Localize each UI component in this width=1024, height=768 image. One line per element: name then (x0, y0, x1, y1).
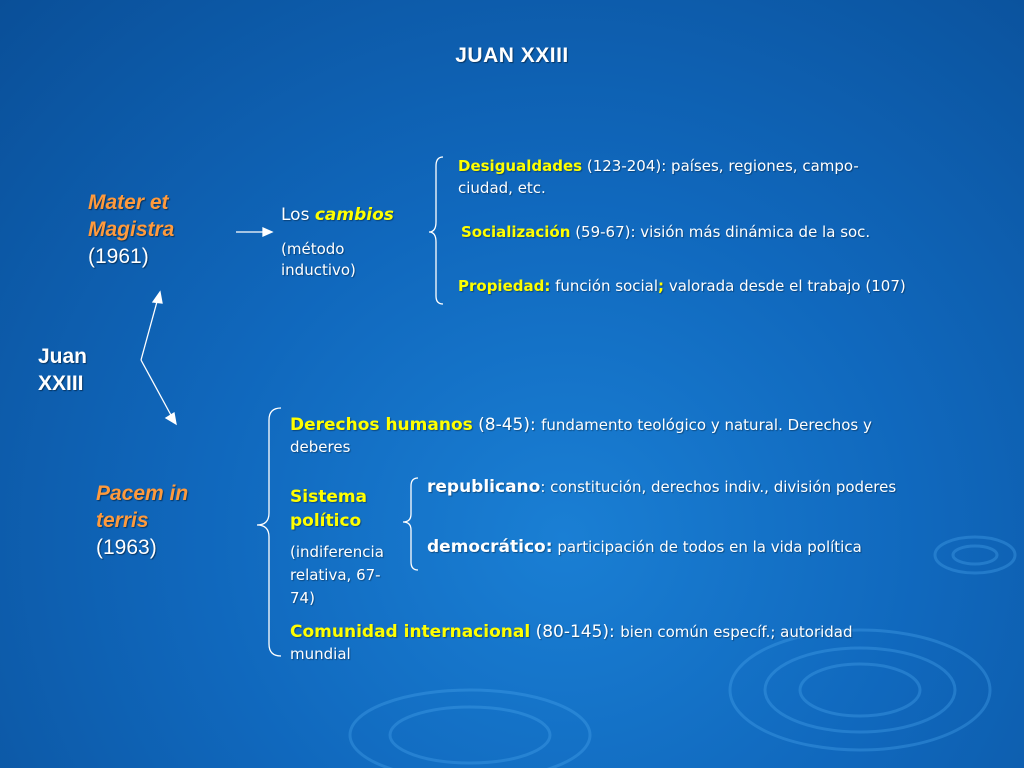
propiedad-key: Propiedad: (458, 277, 551, 295)
mater-node (88, 189, 174, 270)
derechos-ref: (8-45): (472, 415, 542, 435)
brace-mater (429, 157, 443, 304)
pacem-name-line1: Pacem in (96, 482, 189, 505)
arrowhead-up-icon (153, 292, 162, 303)
sistema-republicano (427, 477, 997, 497)
propiedad-rest-a: función social (550, 277, 659, 295)
pacem-item-derechos (290, 414, 980, 458)
mater-name-line2: Magistra (88, 218, 175, 241)
mater-item-desigualdades (458, 155, 978, 199)
sistema-key-line2: político (290, 511, 362, 531)
comunidad-ref: (80-145): (530, 622, 621, 642)
derechos-desc: fundamento teológico y natural. Derechos y (541, 416, 872, 434)
sistema-key-line1: Sistema (290, 487, 368, 507)
root-node (38, 343, 87, 397)
propiedad-rest-b: valorada desde el trabajo (107) (664, 277, 906, 295)
sistema-note (290, 541, 384, 610)
cambios-label (281, 205, 394, 225)
cambios-prefix: Los (281, 205, 315, 225)
socializacion-rest: (59-67): visión más dinámica de la soc. (570, 223, 871, 241)
brace-sistema (403, 478, 418, 570)
derechos-desc-line2: deberes (290, 438, 351, 456)
desigualdades-rest: (123-204): países, regiones, campo- (582, 157, 859, 175)
desigualdades-rest-line2: ciudad, etc. (458, 179, 546, 197)
metodo-note (281, 239, 356, 281)
pacem-name-line2: terris (96, 509, 149, 532)
comunidad-desc: bien común específ.; autoridad (620, 623, 853, 641)
connector-to-mater (141, 298, 158, 360)
arrowhead-right-icon (263, 228, 272, 236)
democratico-rest: participación de todos en la vida política (552, 538, 862, 556)
root-line1: Juan (38, 345, 88, 368)
mater-item-socializacion (461, 223, 981, 241)
metodo-line2: inductivo) (281, 261, 356, 279)
pacem-node (96, 480, 188, 561)
mater-year: (1961) (88, 245, 149, 268)
sistema-politico (290, 485, 367, 533)
sistema-note-line2: relativa, 67- (290, 566, 381, 584)
page-title: JUAN XXIII (455, 44, 569, 67)
pacem-item-comunidad (290, 621, 980, 665)
mater-item-propiedad (458, 277, 998, 295)
comunidad-key: Comunidad internacional (290, 622, 531, 642)
republicano-rest: : constitución, derechos indiv., división poderes (540, 478, 897, 496)
desigualdades-key: Desigualdades (458, 157, 583, 175)
democratico-key: democrático: (427, 537, 553, 557)
comunidad-desc-line2: mundial (290, 645, 351, 663)
propiedad-sep: ; (658, 277, 665, 295)
socializacion-key: Socialización (461, 223, 571, 241)
arrowhead-down-icon (166, 413, 176, 424)
republicano-key: republicano (427, 477, 541, 497)
sistema-democratico (427, 537, 997, 557)
root-line2: XXIII (38, 372, 84, 395)
connector-to-pacem (141, 360, 172, 417)
brace-pacem (257, 408, 281, 656)
mater-name-line1: Mater et (88, 191, 169, 214)
metodo-line1: (método (281, 240, 345, 258)
pacem-year: (1963) (96, 536, 157, 559)
cambios-word: cambios (314, 205, 394, 225)
sistema-note-line3: 74) (290, 589, 315, 607)
derechos-key: Derechos humanos (290, 415, 473, 435)
sistema-note-line1: (indiferencia (290, 543, 384, 561)
